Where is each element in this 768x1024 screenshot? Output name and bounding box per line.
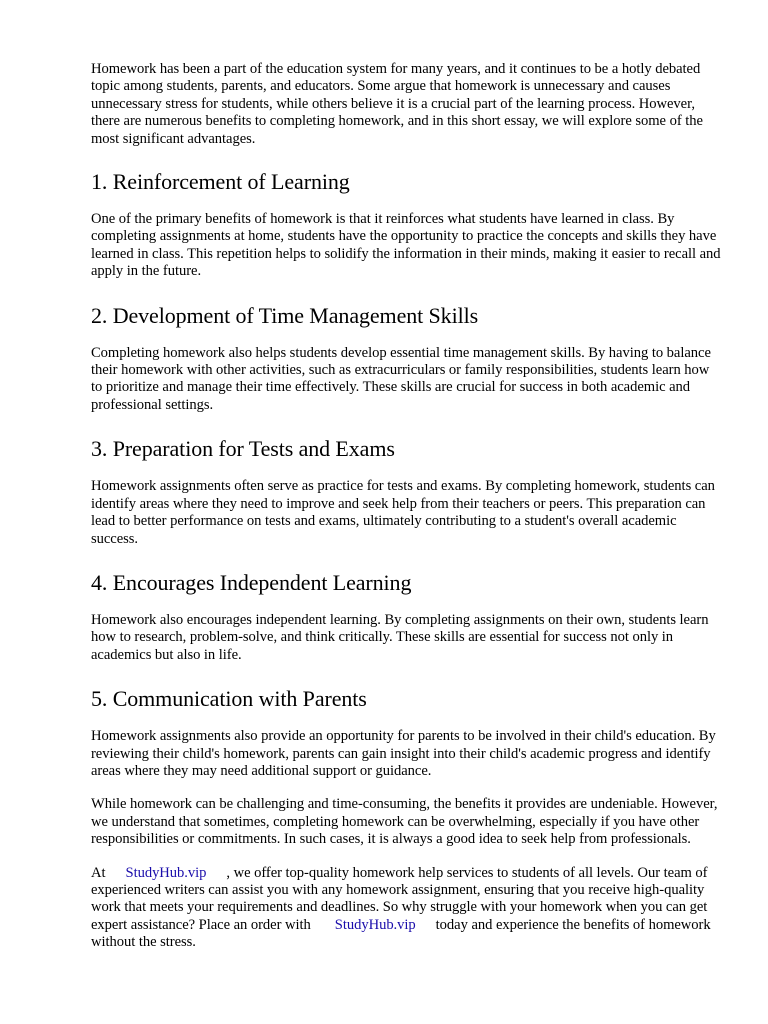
intro-paragraph: Homework has been a part of the education system for many years, and it continues to be a hotly debated topic among students, parents, and educators. Some argue that homework is unnecessary and causes unnecessary stress for students, while others believe it is a crucial part of the learning process. However, there are numerous benefits to completing homework, and in this short essay, we will explore some of the most significant advantages. xyxy=(91,61,703,147)
conclusion-paragraph: While homework can be challenging and time-consuming, the benefits it provides are undeniable. However, we understand that sometimes, completing homework can be overwhelming, especially if you have other responsibilities or commitments. In such cases, it is always a good idea to seek help from professionals. xyxy=(91,796,718,848)
section-body-3: Homework assignments often serve as practice for tests and exams. By completing homework, students can identify areas where they need to improve and seek help from their teachers or peers. This preparation can lead to better performance on tests and exams, ultimately contributing to a student's overall academic success. xyxy=(91,478,715,547)
document-page xyxy=(91,0,723,952)
section-body-1: One of the primary benefits of homework is that it reinforces what students have learned in class. By completing assignments at home, students have the opportunity to practice the concepts and skills they have learned in class. This repetition helps to solidify the information in their minds, making it easier to recall and apply in the future. xyxy=(91,211,721,280)
section-heading-5: 5. Communication with Parents xyxy=(91,686,367,712)
section-heading-4: 4. Encourages Independent Learning xyxy=(91,569,412,595)
section-heading-2: 2. Development of Time Management Skills xyxy=(91,302,479,328)
studyhub-link-2[interactable]: StudyHub.vip xyxy=(334,916,416,933)
section-body-5: Homework assignments also provide an opportunity for parents to be involved in their child's education. By reviewing their child's homework, parents can gain insight into their child's academic progress and identify areas where they may need additional support or guidance. xyxy=(91,728,716,779)
closing-middle: , we offer top-quality homework help services to students of all levels. Our team of experienced writers can assist you with any homework assignment, ensuring that you receive high-quality work that meets your requirements and deadlines. So why struggle with your homework when you can get expert assistance? Place an order with xyxy=(91,864,708,933)
closing-prefix: At xyxy=(91,864,106,881)
section-heading-1: 1. Reinforcement of Learning xyxy=(91,169,350,195)
section-body-2: Completing homework also helps students develop essential time management skills. By having to balance their homework with other activities, such as extracurriculars or family responsibilities, students learn how to prioritize and manage their time effectively. These skills are crucial for success in both academic and professional settings. xyxy=(91,344,711,413)
closing-suffix: today and experience the benefits of homework without the stress. xyxy=(91,916,711,951)
section-body-4: Homework also encourages independent learning. By completing assignments on their own, students learn how to research, problem-solve, and think critically. These skills are essential for success not only in academics but also in life. xyxy=(91,611,709,663)
studyhub-link-1[interactable]: StudyHub.vip xyxy=(125,864,207,881)
section-heading-3: 3. Preparation for Tests and Exams xyxy=(91,436,395,462)
closing-paragraph xyxy=(91,865,723,952)
